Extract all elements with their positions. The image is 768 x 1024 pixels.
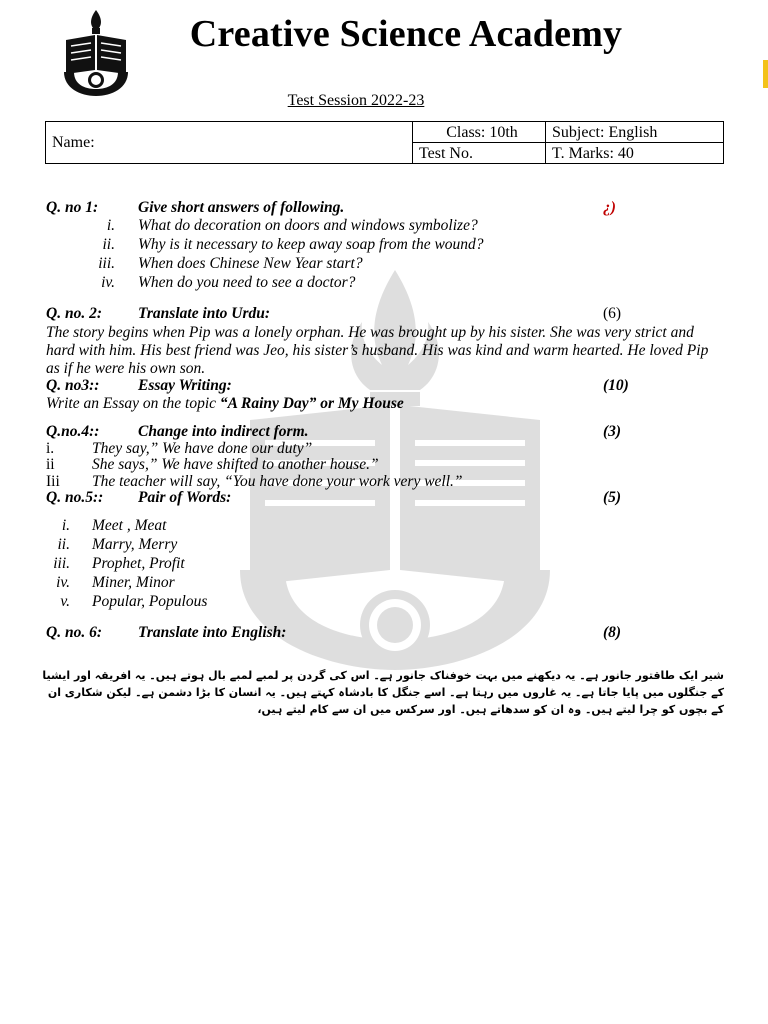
q1-item-text: What do decoration on doors and windows symbolize? [138, 217, 478, 234]
question-5-title: Pair of Words: [138, 489, 232, 506]
q4-item-text: She says,” We have shifted to another house.” [92, 456, 379, 473]
q5-item-text: Prophet, Profit [92, 555, 185, 572]
q4-item-text: The teacher will say, “You have done your work very well.” [92, 473, 463, 490]
class-cell: Class: 10th [413, 122, 546, 143]
student-info-table [45, 121, 724, 164]
question-1-number: Q. no 1: [46, 199, 99, 216]
q6-urdu-line: شیر ایک طاقتور جانور ہے۔ یہ دیکھنے میں بہت خوفناک جانور ہے۔ اس کی گردن پر لمبے لمبے بال ہوتے ہیں۔ یہ افریقہ اور ایشیا [42, 669, 724, 682]
q5-item-text: Meet , Meat [92, 517, 167, 534]
q5-item-num: ii. [57, 536, 70, 553]
question-3-marks: (10) [603, 377, 629, 394]
test-no-cell: Test No. [413, 143, 546, 164]
q5-item-text: Popular, Populous [92, 593, 208, 610]
edge-color-mark [763, 60, 768, 88]
question-6-marks: (8) [603, 624, 622, 641]
q5-item-text: Miner, Minor [92, 574, 175, 591]
q4-item-num: i. [46, 440, 55, 457]
q2-passage: The story begins when Pip was a lonely orphan. He was brought up by his sister. She was very strict and hard with him. His best friend was Jeo, his sister’s husband. His was kind and warm hearted. He loved Pip as if he were his own son. [46, 324, 709, 377]
q4-item-num: Iii [46, 473, 60, 490]
q3-topic: “A Rainy Day” or My House [219, 395, 404, 412]
page-title: Creative Science Academy [189, 13, 623, 55]
q5-item-num: iii. [53, 555, 70, 572]
question-2-title: Translate into Urdu: [138, 305, 271, 322]
q1-item-num: iv. [101, 274, 115, 291]
q5-item-num: v. [60, 593, 70, 610]
question-6-title: Translate into English: [138, 624, 287, 641]
q4-item-text: They say,” We have done our duty” [92, 440, 313, 457]
q1-item-text: Why is it necessary to keep away soap from the wound? [138, 236, 484, 253]
question-1-marks: ¿) [603, 199, 616, 216]
subject-cell: Subject: English [546, 122, 724, 143]
q1-item-num: iii. [98, 255, 115, 272]
q3-instruction-text: Write an Essay on the topic [46, 395, 220, 412]
question-2-number: Q. no. 2: [46, 305, 102, 322]
q1-item-text: When does Chinese New Year start? [138, 255, 363, 272]
question-6-number: Q. no. 6: [46, 624, 102, 641]
q1-item-num: ii. [102, 236, 115, 253]
question-5-number: Q. no.5:: [46, 489, 104, 506]
question-3-number: Q. no3:: [46, 377, 100, 394]
question-4-marks: (3) [603, 423, 622, 440]
q5-item-num: i. [61, 517, 70, 534]
q6-urdu-line: کے جنگلوں میں پایا جاتا ہے۔ یہ غاروں میں رہتا ہے۔ اسے جنگل کا بادشاہ کہتے ہیں۔ یہ انسان کا بڑا دشمن ہے۔ لیکن شکاری ان [47, 686, 724, 699]
total-marks-cell: T. Marks: 40 [546, 143, 724, 164]
question-2-marks: (6) [603, 305, 622, 322]
question-4-title: Change into indirect form. [138, 423, 309, 440]
q6-urdu-line: کے بچوں کو چرا لیتے ہیں۔ وہ ان کو سدھاتے ہیں۔ اور سرکس میں ان سے کام لیتے ہیں، [257, 703, 724, 716]
question-3-title: Essay Writing: [138, 377, 232, 394]
q1-item-text: When do you need to see a doctor? [138, 274, 356, 291]
question-5-marks: (5) [603, 489, 622, 506]
question-4-number: Q.no.4:: [46, 423, 100, 440]
q5-item-num: iv. [56, 574, 70, 591]
session-heading: Test Session 2022-23 [287, 92, 425, 109]
q4-item-num: ii [46, 456, 55, 473]
q3-instruction [46, 395, 404, 413]
question-1-title: Give short answers of following. [138, 199, 345, 216]
name-cell: Name: [46, 122, 413, 164]
q1-item-num: i. [106, 217, 115, 234]
q5-item-text: Marry, Merry [92, 536, 178, 553]
